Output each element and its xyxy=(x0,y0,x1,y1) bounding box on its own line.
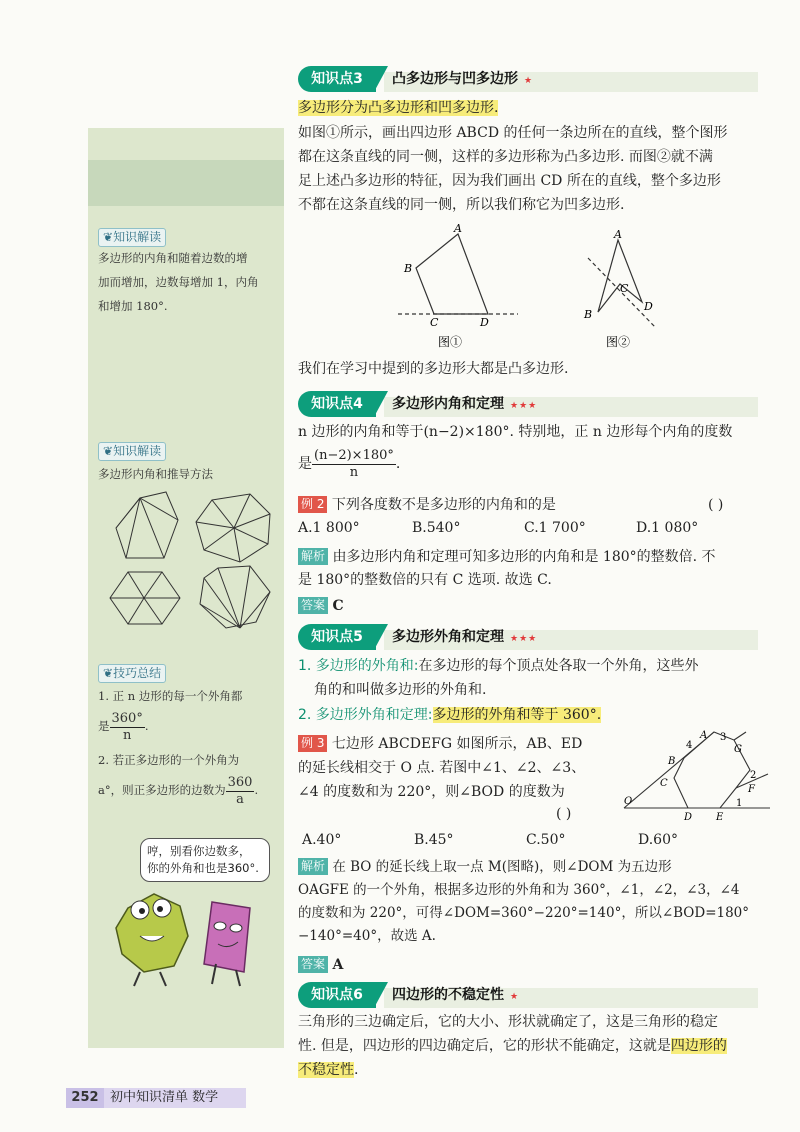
example-3-analysis xyxy=(298,856,768,948)
option-c: C.1 700° xyxy=(524,520,586,536)
section-title xyxy=(392,391,537,419)
question-text: 七边形 ABCDEFG 如图所示，AB、ED xyxy=(331,736,583,752)
label-tab xyxy=(374,66,388,92)
angle-label: 4 xyxy=(686,740,693,751)
answer-value: C xyxy=(332,598,344,614)
tip-text: . xyxy=(254,783,259,797)
answer-tag: 答案 xyxy=(298,956,328,973)
analysis-line: 的度数和为 220°，可得∠DOM=360°−220°=140°，所以∠BOD=180° xyxy=(298,905,750,921)
fraction-denominator: n xyxy=(349,464,359,480)
analysis-line: −140°=40°，故选 A. xyxy=(298,928,436,944)
vertex-label: D xyxy=(480,316,489,329)
example-tag: 例 3 xyxy=(298,735,327,752)
analysis-tag: 解析 xyxy=(298,548,328,565)
sidebar-note-2: 多边形内角和推导方法 xyxy=(98,467,213,481)
section-title-text: 凸多边形与凹多边形 xyxy=(392,71,518,87)
body-line: 如图①所示，画出四边形 ABCD 的任何一条边所在的直线，整个图形 xyxy=(298,125,728,141)
example-tag: 例 2 xyxy=(298,496,327,513)
sidebar-tip-2 xyxy=(98,748,278,808)
fraction-numerator: (n−2)×180° xyxy=(314,447,394,463)
section-title-text: 多边形内角和定理 xyxy=(392,396,504,412)
kp3-body xyxy=(298,121,768,217)
sidebar-note-line: 多边形的内角和随着边数的增 xyxy=(98,251,248,265)
section-label: 知识点5 xyxy=(298,624,376,650)
star-icon: ★★★ xyxy=(510,401,538,411)
sidebar-header-band xyxy=(88,160,284,206)
star-icon: ★ xyxy=(510,992,520,1002)
polygon-triangulation-figures xyxy=(100,488,280,648)
analysis-line: OAGFE 的一个外角，根据多边形的外角和为 360°，∠1，∠2，∠3，∠4 xyxy=(298,882,740,898)
sidebar-tag-tips xyxy=(98,664,166,683)
book-title: 初中知识清单 数学 xyxy=(110,1090,219,1105)
label-tab xyxy=(374,982,388,1008)
question-line xyxy=(298,732,618,756)
option-d: D.60° xyxy=(638,832,678,848)
vertex-label: D xyxy=(684,812,693,823)
heptagon-figure xyxy=(622,728,772,824)
sidebar-tag-interpretation xyxy=(98,228,166,247)
sidebar-tip-line xyxy=(98,708,278,744)
answer-value: A xyxy=(332,957,344,973)
vertex-label: A xyxy=(614,228,622,241)
label-tab xyxy=(374,391,388,417)
sidebar-note-line: 和增加 180°. xyxy=(98,299,168,313)
figure-caption: 图② xyxy=(606,335,631,349)
highlight-text: 不稳定性 xyxy=(298,1062,354,1078)
vertex-label: C xyxy=(620,282,629,295)
item-text: 在多边形的每个顶点处各取一个外角，这些外 xyxy=(418,658,699,674)
question-text: 下列各度数不是多边形的内角和的是 xyxy=(331,497,556,513)
example-2-question xyxy=(298,494,768,516)
body-line xyxy=(298,1058,768,1082)
sidebar-tag-interpretation xyxy=(98,442,166,461)
option-c: C.50° xyxy=(526,832,566,848)
angle-label: 1 xyxy=(736,798,743,809)
leaf-icon: ❦ xyxy=(103,444,114,458)
sidebar-note-1 xyxy=(98,246,278,318)
body-line: 都在这条直线的同一侧，这样的多边形称为凸多边形. 而图②就不满 xyxy=(298,149,713,165)
option-a: A.40° xyxy=(302,832,342,848)
vertex-label: O xyxy=(624,796,633,807)
item-heading: 1. 多边形的外角和: xyxy=(298,658,419,674)
label-tab xyxy=(374,624,388,650)
section-title xyxy=(392,66,533,94)
section-title-text: 四边形的不稳定性 xyxy=(392,987,504,1003)
section-title xyxy=(392,624,537,652)
fraction xyxy=(312,448,396,481)
section-header-kp3 xyxy=(298,66,758,92)
figure-caption: 图① xyxy=(438,335,463,349)
kp4-body: n 边形的内角和等于(n−2)×180°. 特别地，正 n 边形每个内角的度数 xyxy=(298,424,733,440)
example-3-question xyxy=(298,732,618,804)
cartoon-polygon-characters xyxy=(104,880,274,990)
option-d: D.1 080° xyxy=(636,520,699,536)
example-2-answer xyxy=(298,595,768,617)
highlight-text: 四边形的 xyxy=(670,1038,727,1054)
star-icon: ★★★ xyxy=(510,634,538,644)
section-header-kp6 xyxy=(298,982,758,1008)
leaf-icon: ❦ xyxy=(103,230,114,244)
body-text: 是 xyxy=(298,456,312,472)
angle-label: 2 xyxy=(750,770,757,781)
sidebar-tip-1 xyxy=(98,684,278,744)
body-line: 足上述凸多边形的特征，因为我们画出 CD 所在的直线，整个多边形 xyxy=(298,173,721,189)
body-text: 性. 但是，四边形的四边确定后，它的形状不能确定，这就是 xyxy=(298,1038,671,1054)
sidebar-note-line: 加而增加，边数每增加 1，内角 xyxy=(98,275,259,289)
vertex-label: E xyxy=(716,812,724,823)
sidebar-tip-line: 2. 若正多边形的一个外角为 xyxy=(98,753,240,767)
vertex-label: G xyxy=(734,744,742,755)
example-2-analysis xyxy=(298,546,768,592)
question-line: ∠4 的度数和为 220°，则∠BOD 的度数为 xyxy=(298,784,565,800)
sidebar-tag-label: 知识解读 xyxy=(113,230,162,244)
section-header-kp4 xyxy=(298,391,758,417)
body-text: . xyxy=(395,456,401,472)
vertex-label: B xyxy=(404,262,413,275)
sidebar-tip-line xyxy=(98,772,278,808)
item-line: 角的和叫做多边形的外角和. xyxy=(314,682,487,698)
highlight-text: 多边形分为凸多边形和凹多边形. xyxy=(298,100,499,116)
vertex-label: B xyxy=(584,308,593,321)
convex-concave-figures xyxy=(398,222,668,350)
body-line xyxy=(298,1034,768,1058)
vertex-label: D xyxy=(644,300,653,313)
vertex-label: A xyxy=(700,730,708,741)
sidebar-tip-line: 1. 正 n 边形的每一个外角都 xyxy=(98,689,243,703)
vertex-label: A xyxy=(454,222,462,235)
fraction-numerator: 360° xyxy=(111,710,143,726)
fraction xyxy=(226,775,255,808)
speech-bubble xyxy=(140,838,270,882)
analysis-line xyxy=(298,856,768,879)
analysis-tag: 解析 xyxy=(298,858,328,875)
item-heading: 2. 多边形外角和定理: xyxy=(298,707,433,723)
kp4-formula xyxy=(298,446,768,482)
kp6-body xyxy=(298,1010,768,1082)
tip-text: . xyxy=(144,719,149,733)
section-header-kp5 xyxy=(298,624,758,650)
body-line: 不都在这条直线的同一侧，所以我们称它为凹多边形. xyxy=(298,197,625,213)
section-label: 知识点4 xyxy=(298,391,376,417)
vertex-label: C xyxy=(430,316,439,329)
vertex-label: C xyxy=(660,778,668,789)
kp3-highlight xyxy=(298,97,768,119)
section-label: 知识点3 xyxy=(298,66,376,92)
vertex-label: F xyxy=(748,784,755,795)
bubble-line: 哼，别看你边数多， xyxy=(147,844,251,858)
sidebar-tag-label: 技巧总结 xyxy=(113,666,162,680)
fraction xyxy=(110,711,145,744)
answer-tag: 答案 xyxy=(298,597,328,614)
item-line xyxy=(298,654,768,678)
fraction-denominator: a xyxy=(236,791,244,807)
vertex-label: B xyxy=(668,756,676,767)
bubble-line: 你的外角和也是360°. xyxy=(147,861,259,875)
kp3-closing: 我们在学习中提到的多边形大都是凸多边形. xyxy=(298,361,569,377)
star-icon: ★ xyxy=(524,76,534,86)
example-3-answer xyxy=(298,954,768,976)
sidebar-tag-label: 知识解读 xyxy=(113,444,162,458)
analysis-text: 由多边形内角和定理可知多边形的内角和是 180°的整数倍. 不 xyxy=(332,549,716,565)
answer-blank: ( ) xyxy=(556,806,572,822)
angle-label: 3 xyxy=(720,732,727,743)
leaf-icon: ❦ xyxy=(103,666,114,680)
question-line: 的延长线相交于 O 点. 若图中∠1、∠2、∠3、 xyxy=(298,760,586,776)
analysis-line: 是 180°的整数倍的只有 C 选项. 故选 C. xyxy=(298,572,552,588)
answer-blank: ( ) xyxy=(708,497,724,513)
option-a: A.1 800° xyxy=(298,520,360,536)
body-line: 三角形的三边确定后，它的大小、形状就确定了，这是三角形的稳定 xyxy=(298,1014,718,1030)
analysis-text: 在 BO 的延长线上取一点 M(图略)，则∠DOM 为五边形 xyxy=(332,859,672,875)
analysis-line xyxy=(298,546,768,569)
option-b: B.45° xyxy=(414,832,454,848)
page-number: 252 xyxy=(66,1088,104,1108)
section-title xyxy=(392,982,519,1010)
section-label: 知识点6 xyxy=(298,982,376,1008)
section-title-text: 多边形外角和定理 xyxy=(392,629,504,645)
option-b: B.540° xyxy=(412,520,461,536)
body-text: . xyxy=(354,1062,359,1078)
tip-text: 是 xyxy=(98,719,110,733)
tip-text: a°，则正多边形的边数为 xyxy=(98,783,226,797)
fraction-denominator: n xyxy=(122,727,132,743)
highlight-text: 多边形的外角和等于 360°. xyxy=(432,707,602,723)
kp5-item-2 xyxy=(298,704,768,726)
kp5-item-1 xyxy=(298,654,768,702)
fraction-numerator: 360 xyxy=(227,774,253,790)
